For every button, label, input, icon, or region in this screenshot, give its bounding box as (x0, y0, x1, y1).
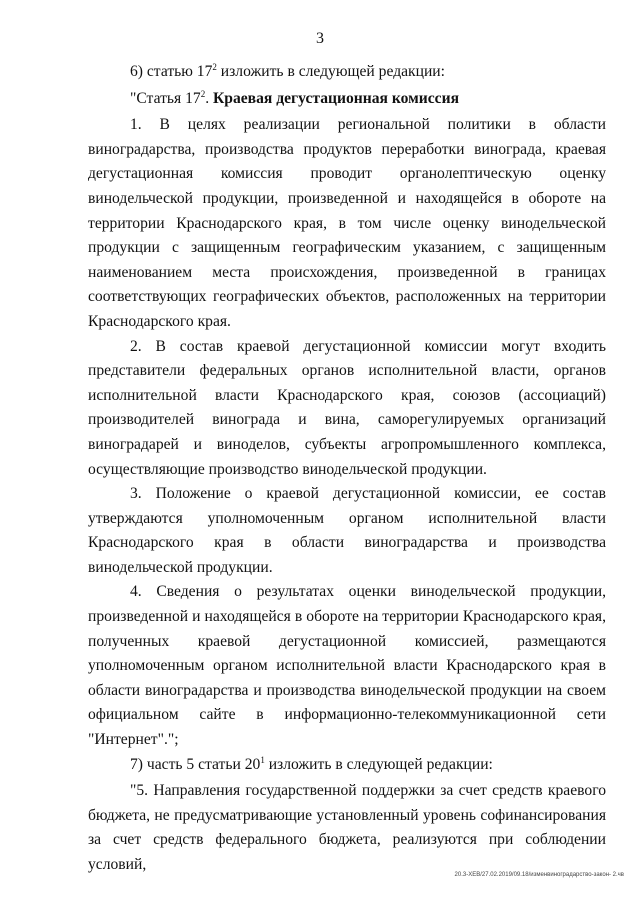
document-body (88, 60, 606, 878)
superscript: 2 (200, 88, 206, 99)
amendment-item-7 (88, 753, 606, 778)
article-heading (88, 87, 606, 112)
item-text: 6) статью 17 (130, 63, 213, 80)
paragraph-1: 1. В целях реализации региональной политики в области виноградарства, производства продуктов переработки винограда, краевая дегустационная комиссия проводит органолептическую оценку винодельческой продукции, произведенной и находящейся в обороте на территории Краснодарского края, в том числе оценку винодельческой продукции с защищенным географическим указанием, с защищенным наименованием места происхождения, произведенной в границах соответствующих географических объектов, расположенных на территории Краснодарского края. (88, 116, 606, 330)
page-number: 3 (316, 30, 324, 47)
paragraph-5: "5. Направления государственной поддержки за счет средств краевого бюджета, не предусматривающие установленный уровень софинансирования за счет средств федерального бюджета, реализуются при соблюдении условий, (88, 782, 606, 873)
superscript: 2 (212, 62, 217, 72)
paragraph-2: 2. В состав краевой дегустационной комиссии могут входить представители федеральных органов исполнительной власти, органов исполнительной власти Краснодарского края, союзов (ассоциаций) производителей винограда и вина, саморегулируемых организаций виноградарей и виноделов, субъекты агропромышленного комплекса, осуществляющие производство винодельческой продукции. (88, 337, 606, 478)
amendment-item-6 (88, 60, 606, 85)
document-footer-code: 20.3-ХЕВ/27.02.2019/09.18/изменвиноградарство-закон- 2.чв (454, 872, 624, 878)
article-title: Краевая дегустационная комиссия (212, 89, 460, 107)
item-text-rest: изложить в следующей редакции: (264, 755, 493, 773)
paragraph-4: 4. Сведения о результатах оценки винодельческой продукции, произведенной и находящейся в обороте на территории Краснодарского края, полученных краевой дегустационной комиссией, размещаются уполномоченным органом исполнительной власти Краснодарского края в области виноградарства и производства винодельческой продукции на своем официальном сайте в информационно-телекоммуникационной сети "Интернет"."; (88, 583, 606, 749)
article-separator: . (205, 89, 213, 107)
paragraph-3: 3. Положение о краевой дегустационной комиссии, ее состав утверждаются уполномоченным органом исполнительной власти Краснодарского края в области виноградарства и производства винодельческой продукции. (88, 485, 606, 576)
item-text: 7) часть 5 статьи 20 (130, 755, 261, 773)
article-number: "Статья 17 (130, 89, 201, 107)
superscript: 1 (260, 754, 265, 765)
item-text-rest: изложить в следующей редакции: (216, 63, 445, 80)
